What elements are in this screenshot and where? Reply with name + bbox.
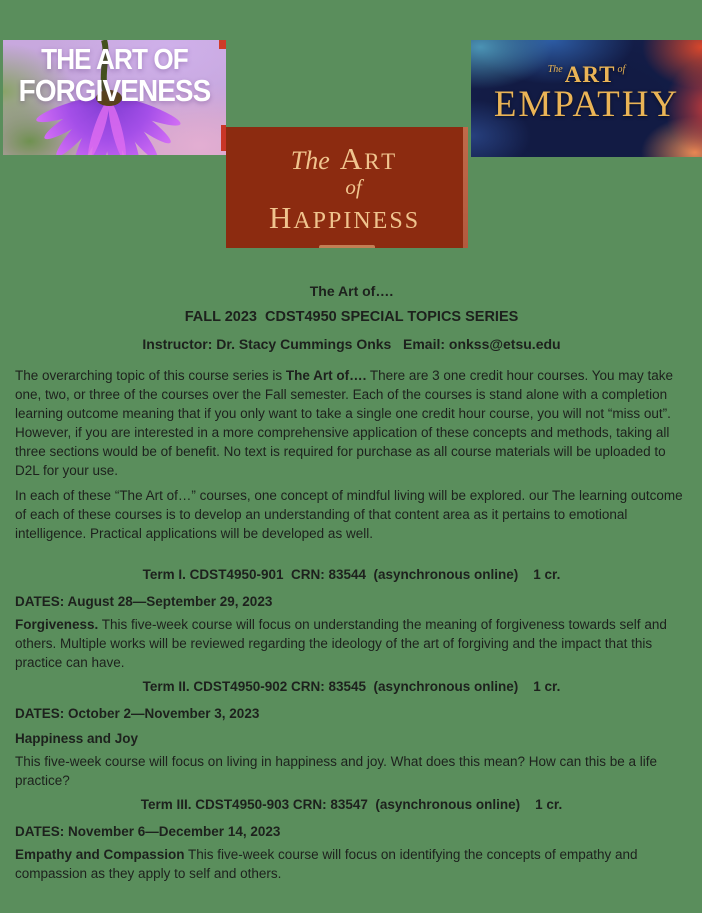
- forgiveness-title-line2: FORGIVENESS: [18, 73, 211, 109]
- empathy-book-cover: [471, 40, 702, 157]
- forgiveness-title-line1: THE ART OF: [41, 44, 188, 76]
- intro-paragraph-2: In each of these “The Art of…” courses, one concept of mindful living will be explored. our The learning outcome of each of these courses is to develop an understanding of that content area as it pertains to emotional intelligence. Practical applications will be developed as well.: [15, 488, 683, 541]
- term1-description: [15, 615, 688, 672]
- empathy-word-art: ART: [564, 62, 616, 87]
- term3-description: [15, 845, 688, 883]
- happiness-title-line1: [291, 143, 398, 174]
- series-heading: FALL 2023 CDST4950 SPECIAL TOPICS SERIES: [184, 309, 519, 325]
- empathy-title: EMPATHY: [493, 84, 680, 125]
- clipped-subtitle-mark: [319, 245, 375, 248]
- empathy-title-line1: [548, 63, 626, 86]
- instructor-line: Instructor: Dr. Stacy Cummings Onks Email: onkss@etsu.edu: [142, 336, 561, 352]
- term2-description: This five-week course will focus on living in happiness and joy. What does this mean? How can this be a life practice?: [15, 754, 658, 788]
- term2-heading: Term II. CDST4950-902 CRN: 83545 (asynchronous online) 1 cr.: [142, 679, 561, 694]
- flyer-body: [0, 277, 702, 883]
- happiness-word-art-initial: A: [339, 141, 365, 176]
- happiness-word-the: The: [290, 146, 330, 175]
- term1-course-text: This five-week course will focus on understanding the meaning of forgiveness towards self and others. Multiple works will be reviewed regarding the ideology of the art of forgiving and the impact that this practice can have.: [15, 617, 667, 670]
- happiness-cover-title: [226, 127, 463, 248]
- photo-red-corner: [219, 40, 226, 49]
- empathy-word-of: of: [617, 64, 626, 75]
- forgiveness-book-cover: [3, 40, 226, 155]
- term2-dates: DATES: October 2—November 3, 2023: [15, 706, 260, 721]
- term3-dates: DATES: November 6—December 14, 2023: [15, 824, 281, 839]
- intro-paragraph-1: [15, 366, 688, 480]
- page-title: The Art of….: [309, 283, 394, 299]
- intro-p1-prefix: The overarching topic of this course series is: [15, 368, 286, 383]
- term1-course-title: Forgiveness.: [15, 617, 99, 632]
- term3-course-text: This five-week course will focus on identifying the concepts of empathy and compassion as they apply to self and others.: [15, 847, 638, 881]
- term1-heading: Term I. CDST4950-901 CRN: 83544 (asynchronous online) 1 cr.: [142, 567, 561, 582]
- happiness-title-line3: [269, 200, 420, 236]
- happiness-title-initial: H: [268, 200, 294, 236]
- intro-p1-rest: There are 3 one credit hour courses. You may take one, two, or three of the courses over the Fall semester. Each of the courses is stand alone with a completion learning outcome meaning that if you only want to take a single one credit hour course, you will not “miss out”. However, if you are interested in a more comprehensive application of these concepts and methods, taking all three sections would be of benefit. No text is required for purchase as all course materials will be uploaded to D2L for your use.: [15, 368, 674, 478]
- term1-dates: DATES: August 28—September 29, 2023: [15, 594, 273, 609]
- book-spine-edge: [463, 127, 468, 248]
- happiness-word-art-rest: RT: [364, 149, 399, 174]
- empathy-cover-title: [471, 40, 702, 157]
- term3-heading: Term III. CDST4950-903 CRN: 83547 (asynchronous online) 1 cr.: [140, 797, 563, 812]
- empathy-word-the: The: [547, 64, 563, 75]
- intro-p1-bold-series-name: The Art of….: [285, 368, 367, 383]
- happiness-title-rest: APPINESS: [293, 208, 421, 235]
- happiness-word-of: of: [345, 175, 362, 199]
- term3-course-title: Empathy and Compassion: [15, 847, 185, 862]
- forgiveness-cover-title: [14, 45, 215, 107]
- term2-course-title: Happiness and Joy: [15, 731, 139, 746]
- happiness-book-cover: [226, 127, 468, 248]
